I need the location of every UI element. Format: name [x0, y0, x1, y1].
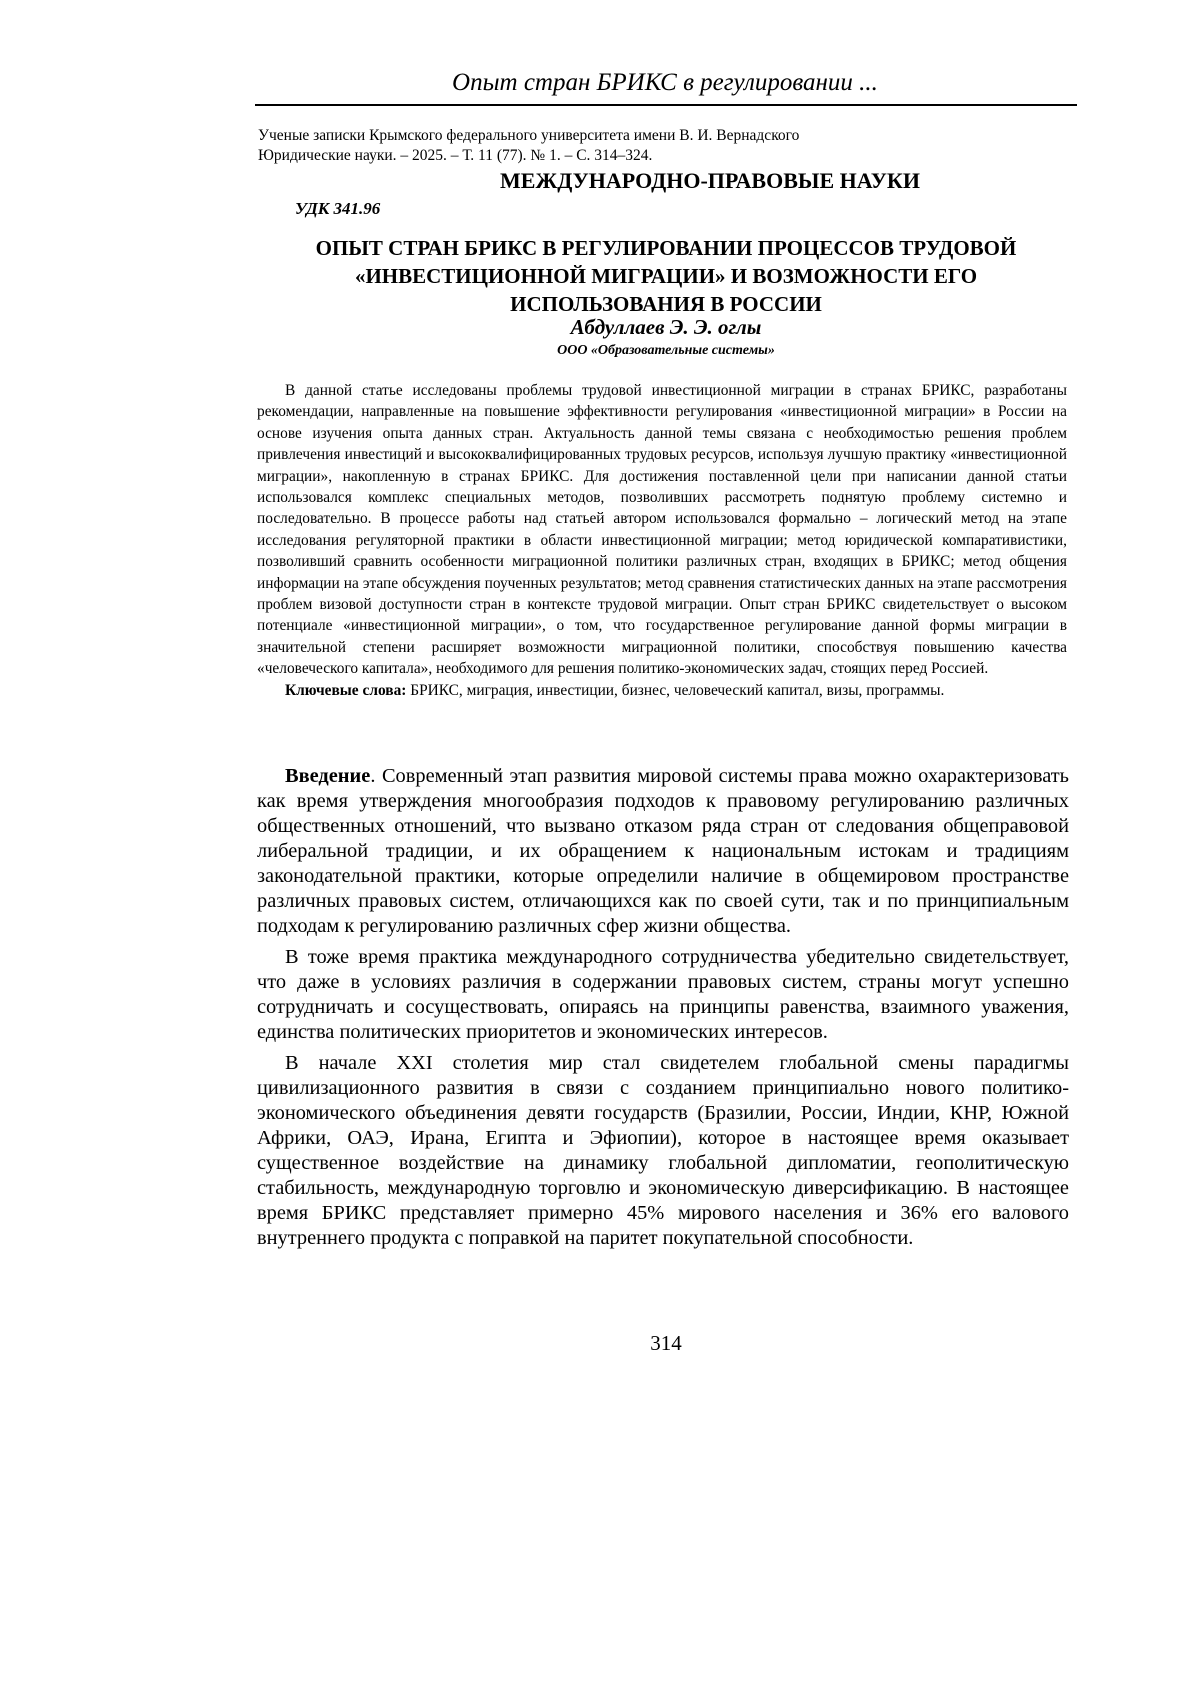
paragraph-introduction [257, 764, 1069, 939]
body-text [257, 764, 1069, 1257]
abstract [257, 380, 1067, 701]
keywords-label: Ключевые слова: [285, 681, 407, 699]
udk-code: УДК 341.96 [295, 199, 381, 218]
section-title: МЕЖДУНАРОДНО-ПРАВОВЫЕ НАУКИ [500, 168, 920, 193]
article-title [255, 234, 1077, 318]
author-name: Абдуллаев Э. Э. оглы [570, 315, 762, 339]
journal-line-1: Ученые записки Крымского федерального университета имени В. И. Вернадского [258, 127, 800, 144]
paragraph-2: В тоже время практика международного сотрудничества убедительно свидетельствует, что даже в условиях различия в содержании правовых систем, страны могут успешно сотрудничать и сосуществовать, опираясь на принципы равенства, взаимного уважения, единства политических приоритетов и экономических интересов. [257, 946, 1069, 1043]
paragraph-3: В начале XXI столетия мир стал свидетелем глобальной смены парадигмы цивилизационного развития в связи с созданием принципиально нового политико-экономического объединения девяти государств (Бразилии, России, Индии, КНР, Южной Африки, ОАЭ, Ирана, Египта и Эфиопии), которое в настоящее время оказывает существенное воздействие на динамику глобальной дипломатии, геополитическую стабильность, международную торговлю и экономическую диверсификацию. В настоящее время БРИКС представляет примерно 45% мирового населения и 36% его валового внутреннего продукта с поправкой на паритет покупательной способности. [257, 1052, 1069, 1249]
page-number: 314 [650, 1331, 682, 1355]
header-rule [255, 104, 1077, 106]
journal-line-2: Юридические науки. – 2025. – Т. 11 (77). № 1. – С. 314–324. [258, 147, 653, 164]
title-line-2: «ИНВЕСТИЦИОННОЙ МИГРАЦИИ» И ВОЗМОЖНОСТИ ЕГО [354, 264, 978, 288]
keywords [257, 680, 1067, 701]
running-head: Опыт стран БРИКС в регулировании ... [452, 69, 878, 96]
title-line-1: ОПЫТ СТРАН БРИКС В РЕГУЛИРОВАНИИ ПРОЦЕССОВ ТРУДОВОЙ [315, 236, 1017, 260]
journal-citation [258, 126, 1078, 166]
author-affiliation: ООО «Образовательные системы» [557, 343, 775, 358]
keywords-text: БРИКС, миграция, инвестиции, бизнес, человеческий капитал, визы, программы. [406, 681, 945, 699]
introduction-label: Введение [285, 765, 371, 787]
paragraph-1-text: . Современный этап развития мировой системы права можно охарактеризовать как время утверждения многообразия подходов к правовому регулированию различных общественных отношений, что вызвано отказом ряда стран от следования общеправовой либеральной традиции, и их обращением к национальным истокам и традициям законодательной практики, которые определили наличие в общемировом пространстве различных правовых систем, отличающихся как по своей сути, так и по принципиальным подходам к регулированию различных сфер жизни общества. [257, 765, 1069, 937]
title-line-3: ИСПОЛЬЗОВАНИЯ В РОССИИ [510, 292, 822, 316]
abstract-text: В данной статье исследованы проблемы трудовой инвестиционной миграции в странах БРИКС, разработаны рекомендации, направленные на повышение эффективности регулирования «инвестиционной миграции» в России на основе изучения опыта данных стран. Актуальность данной темы связана с необходимостью решения проблем привлечения инвестиций и высококвалифицированных трудовых ресурсов, используя лучшую практику «инвестиционной миграции», накопленную в странах БРИКС. Для достижения поставленной цели при написании данной статьи использовался комплекс специальных методов, позволивших рассмотреть поднятую проблему системно и последовательно. В процессе работы над статьей автором использовался формально – логический метод на этапе исследования регуляторной практики в области инвестиционной миграции; метод юридической компаративистики, позволивший сравнить особенности миграционной политики различных стран, входящих в БРИКС; метод общения информации на этапе обсуждения поученных результатов; метод сравнения статистических данных на этапе рассмотрения проблем визовой доступности стран в контексте трудовой миграции. Опыт стран БРИКС свидетельствует о высоком потенциале «инвестиционной миграции», о том, что государственное регулирование данной формы миграции в значительной степени расширяет возможности миграционной политики, способствуя повышению качества «человеческого капитала», необходимого для решения политико-экономических задач, стоящих перед Россией. [257, 382, 1067, 678]
